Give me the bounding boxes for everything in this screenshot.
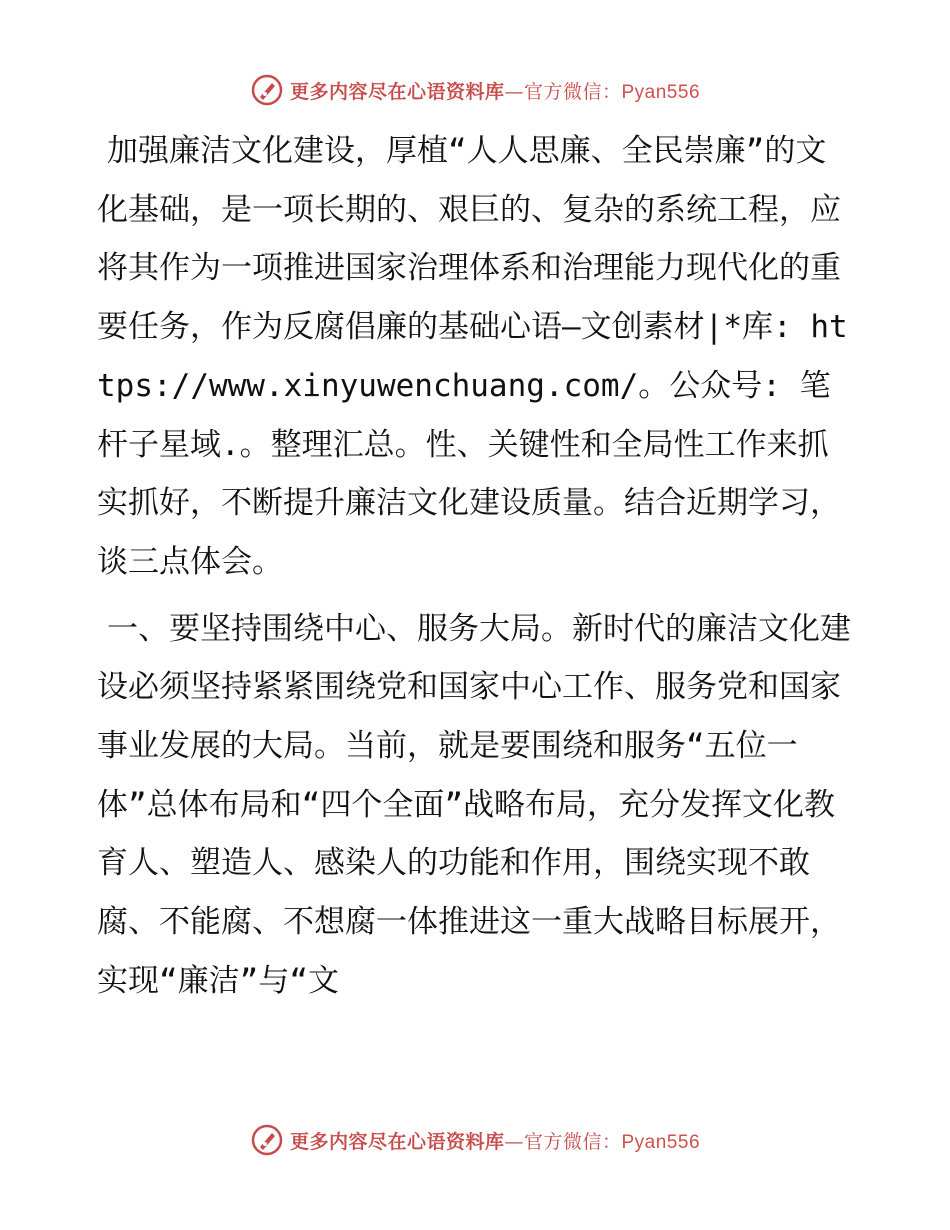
- header-text: [290, 77, 700, 104]
- page-header-banner: [0, 70, 950, 110]
- paragraph-intro: 加强廉洁文化建设，厚植“人人思廉、全民崇廉”的文化基础，是一项长期的、艰巨的、复杂的系统工程，应将其作为一项推进国家治理体系和治理能力现代化的重要任务，作为反腐倡廉的基础心语—文创素材|*库: https://www.xinyuwenchuang.com/。公众号: 笔杆子星域.。整理汇总。性、关键性和全局性工作来抓实抓好，不断提升廉洁文化建设质量。结合近期学习，谈三点体会。: [97, 133, 848, 580]
- header-wechat-id: Pyan556: [621, 81, 701, 103]
- footer-wechat-id: Pyan556: [621, 1131, 701, 1153]
- header-title: 更多内容尽在心语资料库: [289, 80, 505, 103]
- document-body: [97, 122, 852, 1011]
- page-footer-banner: [0, 1120, 950, 1160]
- footer-title: 更多内容尽在心语资料库: [289, 1130, 505, 1153]
- pen-nib-circle-icon: [250, 73, 284, 107]
- footer-wechat-label: 官方微信：: [523, 1130, 622, 1153]
- paragraph-point-one: 一、要坚持围绕中心、服务大局。新时代的廉洁文化建设必须坚持紧紧围绕党和国家中心工作、服务党和国家事业发展的大局。当前，就是要围绕和服务“五位一体”总体布局和“四个全面”战略布局，充分发挥文化教育人、塑造人、感染人的功能和作用，围绕实现不敢腐、不能腐、不想腐一体推进这一重大战略目标展开，实现“廉洁”与“文: [97, 610, 851, 999]
- header-dash: —: [504, 80, 524, 103]
- footer-text: [290, 1127, 700, 1154]
- pen-nib-circle-icon: [250, 1123, 284, 1157]
- header-wechat-label: 官方微信：: [523, 80, 622, 103]
- footer-dash: —: [504, 1130, 524, 1153]
